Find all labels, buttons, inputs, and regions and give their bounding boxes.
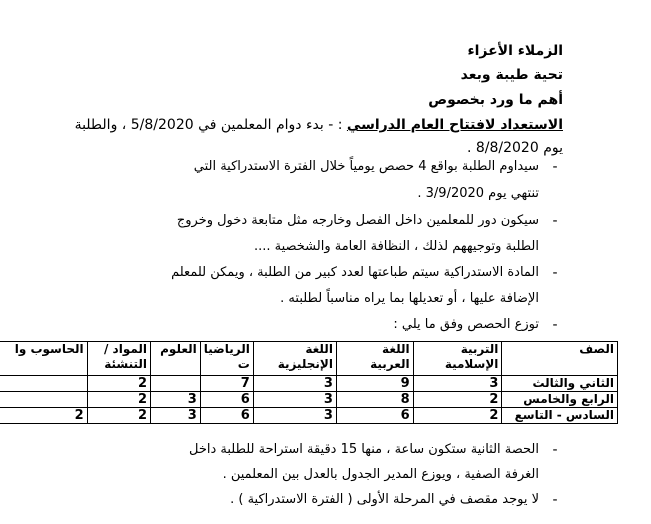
table-header-row (0, 342, 618, 376)
table-cell: 2 (87, 408, 150, 424)
opening-bold: الاستعداد لافتتاح العام الدراسي (346, 117, 563, 133)
bullet-icon: - (552, 317, 558, 333)
bullet-icon: - (552, 213, 558, 229)
table-cell: 3 (151, 392, 201, 408)
header-islamic: التربية الإسلامية (413, 342, 502, 376)
bullet-2-line-1: سيكون دور للمعلمين داخل الفصل وخارجه مثل متابعة دخول وخروج (176, 213, 539, 228)
header-science: العلوم (151, 342, 201, 376)
periods-table (0, 341, 618, 424)
table-cell: 2 (413, 408, 502, 424)
table-cell: 2 (0, 408, 87, 424)
table-cell: 6 (336, 408, 413, 424)
greeting: الزملاء الأعزاء (467, 43, 563, 59)
bullet-icon: - (552, 265, 558, 281)
table-cell: الرابع والخامس (502, 392, 618, 408)
bullet-3-line-1: المادة الاستدراكية سيتم طباعتها لعدد كبير من الطلبة ، ويمكن للمعلم (171, 265, 539, 280)
subject-heading: أهم ما ورد بخصوص (428, 92, 563, 108)
table-cell: 6 (200, 392, 253, 408)
bullet-icon: - (552, 492, 558, 508)
bullet-3-line-2: الإضافة عليها ، أو تعديلها بما يراه مناسباً لطلبته . (280, 291, 539, 306)
table-cell: 6 (200, 408, 253, 424)
bullet-1-line-2: تنتهي يوم 3/9/2020 . (417, 186, 539, 201)
bullet-5-line-1: الحصة الثانية ستكون ساعة ، منها 15 دقيقة استراحة للطلبة داخل (188, 442, 539, 457)
opening-line-2: يوم 8/8/2020 . (466, 140, 563, 156)
bullet-6-line-1: لا يوجد مقصف في المرحلة الأولى ( الفترة الاستدراكية ) . (230, 492, 539, 507)
table-cell: الثاني والثالث (502, 376, 618, 392)
table-row (0, 408, 618, 424)
table-cell: 2 (87, 376, 150, 392)
table-cell: 7 (200, 376, 253, 392)
salutation: تحية طيبة وبعد (460, 67, 563, 83)
bullet-2-line-2: الطلبة وتوجيههم لذلك ، النظافة العامة والشخصية .... (253, 239, 539, 254)
table-cell: السادس - التاسع (502, 408, 618, 424)
table-cell (0, 376, 87, 392)
bullet-icon: - (552, 159, 558, 175)
bullet-1-line-1: سيداوم الطلبة بواقع 4 حصص يومياً خلال الفترة الاستدراكية التي (193, 159, 539, 174)
table-row (0, 376, 618, 392)
table-cell: 2 (413, 392, 502, 408)
table-cell: 3 (253, 392, 336, 408)
table-cell: 8 (336, 392, 413, 408)
table-cell (151, 376, 201, 392)
table-cell: 3 (151, 408, 201, 424)
bullet-icon: - (552, 442, 558, 458)
header-english: اللغة الإنجليزية (253, 342, 336, 376)
table-cell: 3 (253, 376, 336, 392)
opening-rest: : - بدء دوام المعلمين في 5/8/2020 ، والطلبة (74, 117, 347, 133)
header-arabic: اللغة العربية (336, 342, 413, 376)
table-row (0, 392, 618, 408)
table-cell (0, 392, 87, 408)
bullet-5-line-2: الغرفة الصفية ، ويوزع المدير الجدول بالعدل بين المعلمين . (222, 467, 539, 482)
table-cell: 3 (253, 408, 336, 424)
table-cell: 3 (413, 376, 502, 392)
header-class: الصف (502, 342, 618, 376)
table-cell: 2 (87, 392, 150, 408)
opening-line (75, 116, 563, 134)
header-math: الرياضيا ت (200, 342, 253, 376)
header-subjects: المواد / التنشئة (87, 342, 150, 376)
table-cell: 9 (336, 376, 413, 392)
bullet-4-line-1: توزع الحصص وفق ما يلي : (393, 317, 539, 332)
header-computer: الحاسوب وا (0, 342, 87, 376)
